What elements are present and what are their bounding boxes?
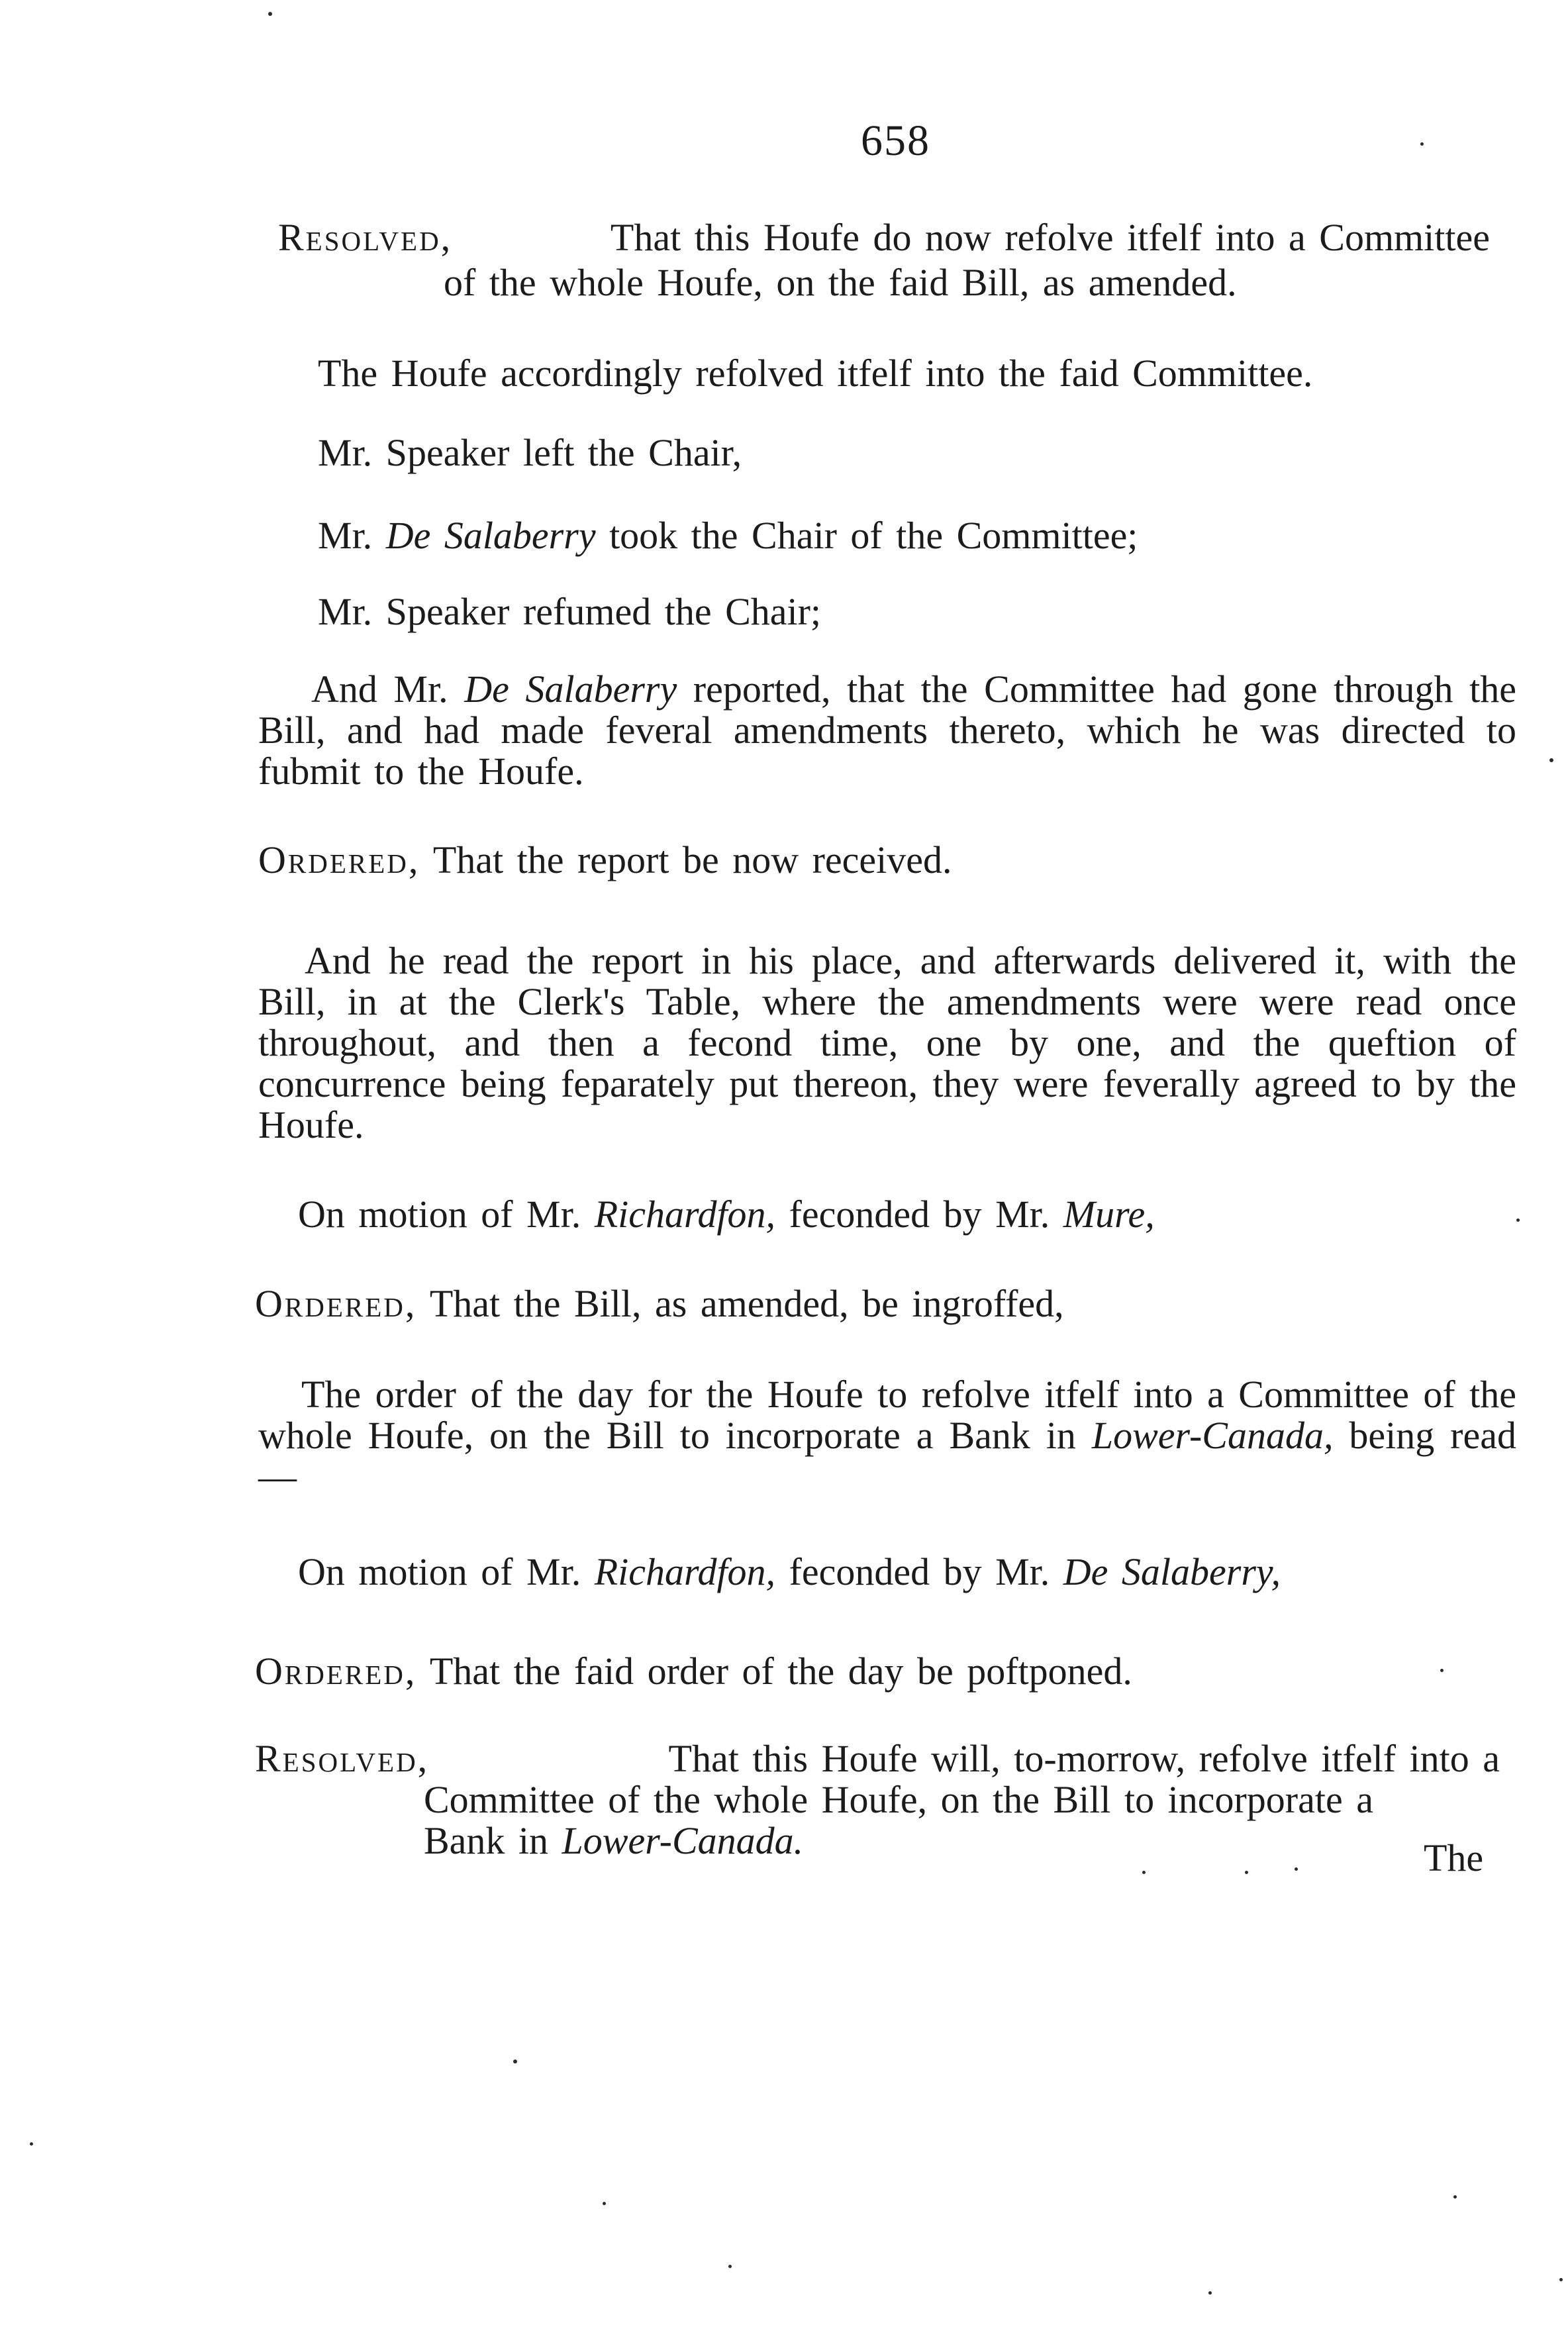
paragraph-text: That the Bill, as amended, be ingroffed, (429, 1282, 1064, 1325)
speaker-resumed-paragraph (318, 589, 821, 634)
resolved-label: Resolved, (278, 216, 453, 259)
paragraph-line: of the whole Houfe, on the faid Bill, as amended. (444, 261, 1237, 304)
member-name: Richardfon, (594, 1550, 776, 1593)
paragraph-text: Mr. Speaker refumed the Chair; (318, 590, 822, 633)
paragraph-line: Committee of the whole Houfe, on the Bill to incorporate a (424, 1778, 1373, 1821)
scan-speck (1208, 2291, 1212, 2295)
paragraph-text: feconded by Mr. (775, 1550, 1063, 1593)
scan-speck (728, 2265, 732, 2268)
member-name: Mure, (1063, 1193, 1155, 1236)
scan-speck (1295, 1867, 1298, 1871)
member-name: De Salaberry (385, 514, 596, 557)
scan-speck (1453, 2195, 1457, 2199)
committee-report-paragraph (258, 669, 1516, 792)
order-of-day-paragraph (258, 1374, 1516, 1497)
scan-speck (1559, 2278, 1563, 2281)
scan-speck (1516, 1218, 1520, 1222)
paragraph-text: And he read the report in his place, and afterwards delivered it, with the Bill, in at the Clerk's Table, where the amendments were were read once throughout, and then a fecond time, one by one, and the queftion of concurrence being feparately put thereon, they were feverally agreed to by the Houfe. (258, 939, 1516, 1146)
speaker-left-paragraph (318, 430, 742, 475)
paragraph-text: feconded by Mr. (775, 1193, 1063, 1236)
place-name: Lower-Canada. (562, 1819, 804, 1862)
scan-speck (513, 2059, 517, 2063)
member-name: De Salaberry (464, 668, 677, 711)
paragraph-text: That the report be now received. (432, 838, 952, 881)
ordered-label: Ordered, (255, 1282, 417, 1325)
house-resolved-paragraph (318, 351, 1312, 396)
resolved-label: Resolved, (255, 1737, 430, 1780)
paragraph-text: Mr. Speaker left the Chair, (318, 431, 742, 474)
paragraph-text: reported, that the Committee had gone through the Bill, and had made feveral amendments thereto, which he was directed to fubmit to the Houfe. (258, 668, 1516, 793)
paragraph-text: The Houfe accordingly refolved itfelf into the faid Committee. (318, 352, 1313, 395)
scan-speck (1142, 1871, 1146, 1874)
ordered-report-paragraph (258, 838, 952, 883)
paragraph-text: On motion of Mr. (298, 1193, 595, 1236)
ordered-label: Ordered, (258, 838, 420, 881)
paragraph-text: being read— (258, 1414, 1516, 1498)
paragraph-line: That this Houfe will, to-morrow, refolve itfelf into a (668, 1737, 1500, 1780)
paragraph-text: The order of the day for the Houfe to refolve itfelf into a Committee of the whole Houfe, on the Bill to incorporate a Bank in (258, 1373, 1516, 1457)
member-name: Richardfon, (594, 1193, 776, 1236)
ordered-ingrossed-paragraph (255, 1281, 1064, 1326)
resolved-committee-paragraph (278, 215, 1490, 305)
paragraph-line: That this Houfe do now refolve itfelf into a Committee (610, 216, 1490, 259)
paragraph-text: That the faid order of the day be poftponed. (429, 1650, 1132, 1693)
ordered-postponed-paragraph (255, 1649, 1132, 1694)
paragraph-text: Bank in (424, 1819, 562, 1862)
member-name: De Salaberry, (1063, 1550, 1281, 1593)
place-name: Lower-Canada, (1091, 1414, 1334, 1457)
scan-speck (30, 2142, 33, 2146)
scan-speck (1440, 1669, 1444, 1672)
scan-speck (603, 2202, 606, 2205)
chair-taken-paragraph (318, 513, 1138, 558)
paragraph-text: took the Chair of the Committee; (595, 514, 1138, 557)
page-number: 658 (861, 117, 930, 165)
resolved-tomorrow-paragraph (255, 1738, 1500, 1861)
scan-speck (1420, 142, 1424, 146)
motion-paragraph (298, 1550, 1281, 1595)
scan-speck (1549, 758, 1553, 762)
paragraph-text: Mr. (318, 514, 386, 557)
paragraph-text: On motion of Mr. (298, 1550, 595, 1593)
report-read-paragraph (258, 940, 1516, 1146)
scan-speck (268, 12, 272, 16)
motion-paragraph (298, 1192, 1155, 1237)
ordered-label: Ordered, (255, 1650, 417, 1693)
scan-speck (1245, 1871, 1248, 1874)
catchword: The (1424, 1836, 1484, 1879)
paragraph-text: And Mr. (311, 668, 465, 711)
